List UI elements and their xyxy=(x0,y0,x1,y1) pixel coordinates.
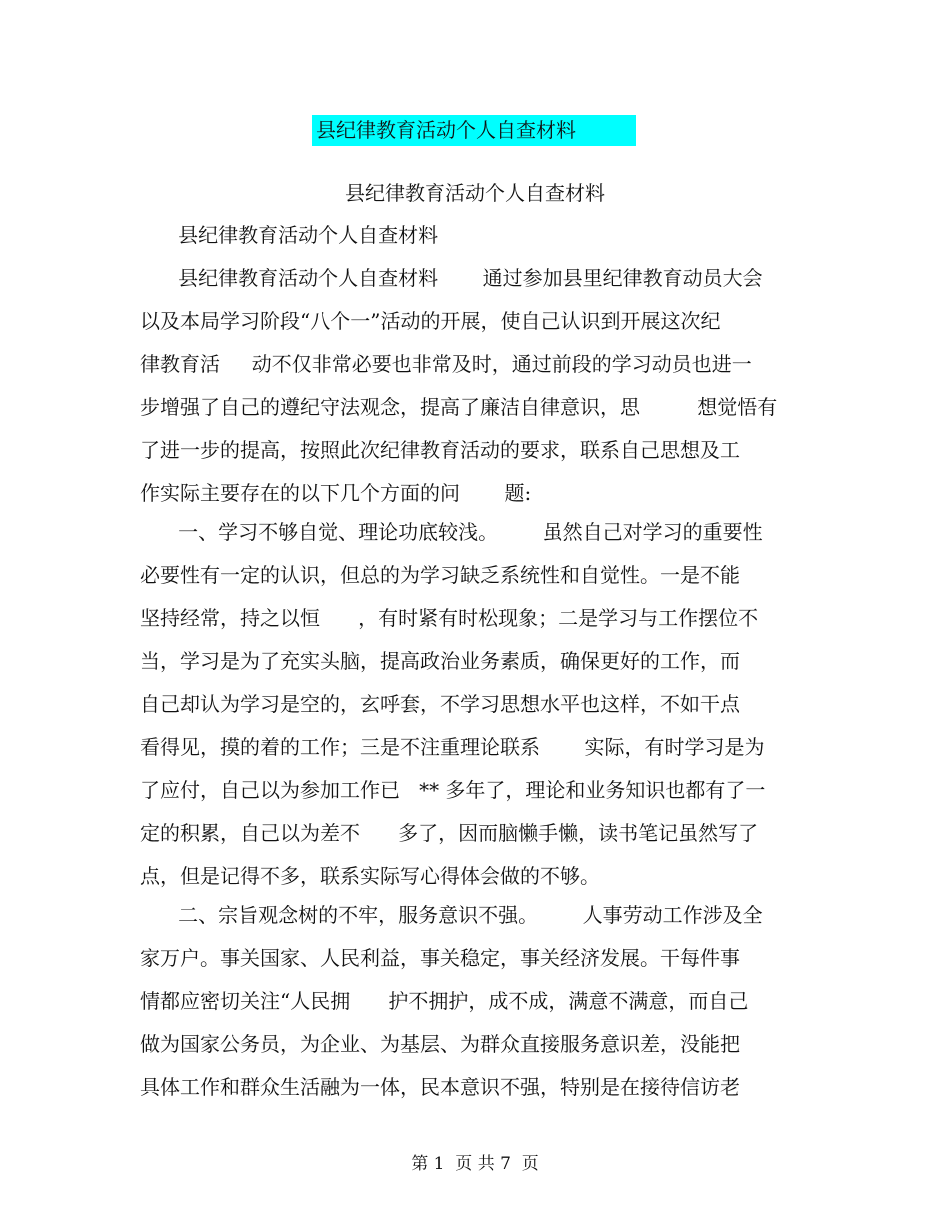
body-line: 做为国家公务员，为企业、为基层、为群众直接服务意识差，没能把 xyxy=(140,1032,740,1056)
body-line: 点，但是记得不多，联系实际写心得体会做的不够。 xyxy=(140,864,600,888)
body-line: 了应付，自己以为参加工作已 ** 多年了，理论和业务知识也都有了一 xyxy=(140,778,766,802)
body-line: 坚持经常，持之以恒 ，有时紧有时松现象；二是学习与工作摆位不 xyxy=(140,606,759,630)
body-line: 县纪律教育活动个人自查材料 xyxy=(140,223,439,247)
body-line: 必要性有一定的认识，但总的为学习缺乏系统性和自觉性。一是不能 xyxy=(140,563,740,587)
document-title: 县纪律教育活动个人自查材料 xyxy=(316,118,576,142)
body-line: 自己却认为学习是空的，玄呼套，不学习思想水平也这样，不如干点 xyxy=(140,692,740,716)
body-line: 具体工作和群众生活融为一体，民本意识不强，特别是在接待信访老 xyxy=(140,1075,740,1099)
body-line: 当，学习是为了充实头脑，提高政治业务素质，确保更好的工作，而 xyxy=(140,649,740,673)
body-line: 以及本局学习阶段“八个一”活动的开展，使自己认识到开展这次纪 xyxy=(140,309,721,333)
body-line: 作实际主要存在的以下几个方面的问 题: xyxy=(140,481,532,505)
body-line: 定的积累，自己以为差不 多了，因而脑懒手懒，读书笔记虽然写了 xyxy=(140,821,759,845)
body-line: 县纪律教育活动个人自查材料 通过参加县里纪律教育动员大会 xyxy=(140,266,763,290)
body-line: 看得见，摸的着的工作；三是不注重理论联系 实际，有时学习是为 xyxy=(140,735,765,759)
body-line: 家万户。事关国家、人民利益，事关稳定，事关经济发展。干每件事 xyxy=(140,946,740,970)
body-line: 二、宗旨观念树的不牢，服务意识不强。 人事劳动工作涉及全 xyxy=(140,903,763,927)
body-line: 一、学习不够自觉、理论功底较浅。 虽然自己对学习的重要性 xyxy=(140,520,763,544)
document-subtitle: 县纪律教育活动个人自查材料 xyxy=(345,181,605,205)
title-highlight xyxy=(312,115,636,146)
body-line: 了进一步的提高，按照此次纪律教育活动的要求，联系自己思想及工 xyxy=(140,438,740,462)
body-line: 情都应密切关注“人民拥 护不拥护，成不成，满意不满意，而自己 xyxy=(140,989,749,1013)
body-line: 步增强了自己的遵纪守法观念，提高了廉洁自律意识，思 想觉悟有 xyxy=(140,395,778,419)
body-line: 律教育活 动不仅非常必要也非常及时，通过前段的学习动员也进一 xyxy=(140,352,752,376)
page-footer: 第 1 页 共 7 页 xyxy=(411,1154,539,1174)
